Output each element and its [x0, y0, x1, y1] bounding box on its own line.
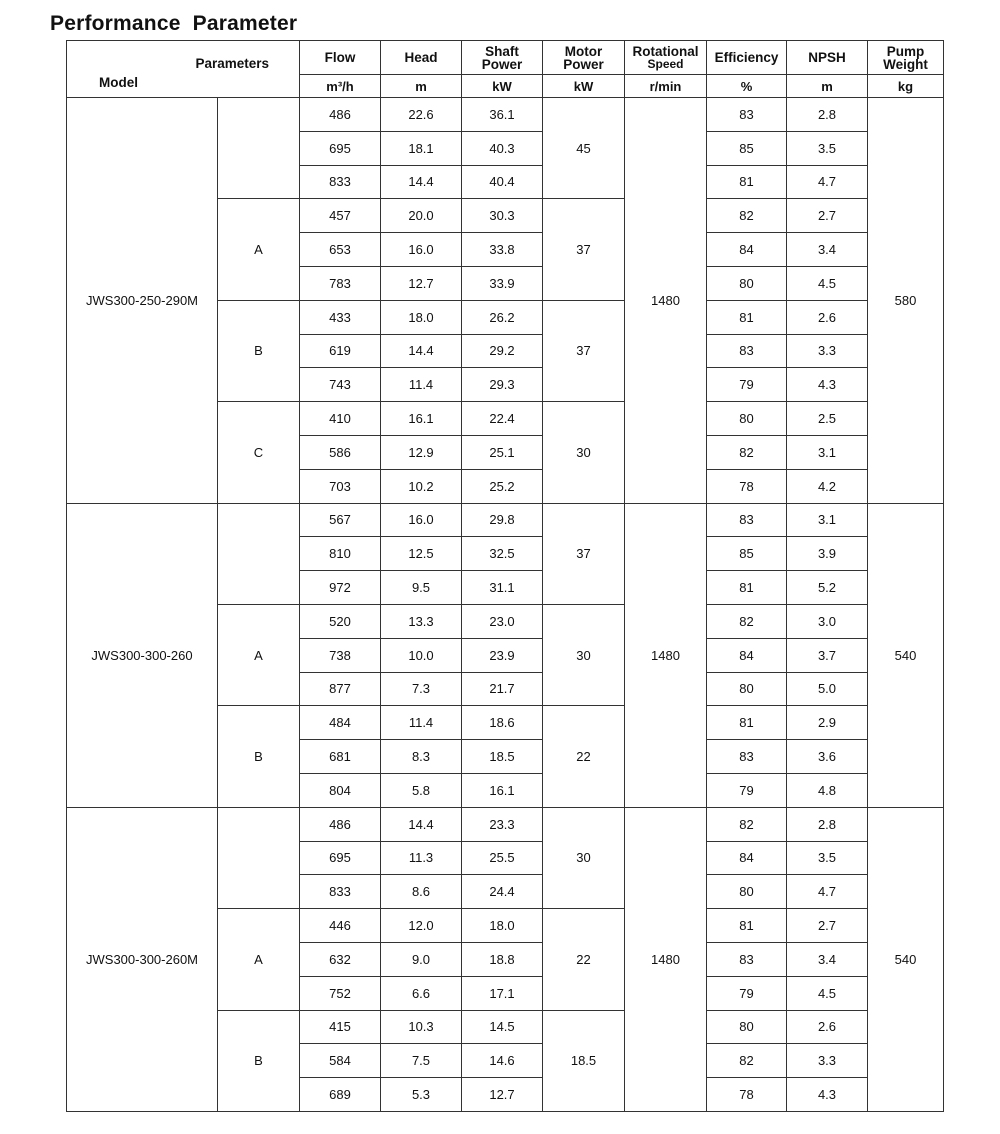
head-cell: 6.6	[381, 976, 462, 1010]
shaft-power-cell: 17.1	[462, 976, 543, 1010]
header-row	[67, 41, 944, 75]
efficiency-cell: 80	[707, 672, 787, 706]
model-name-cell: JWS300-300-260M	[67, 807, 218, 1111]
flow-cell: 877	[300, 672, 381, 706]
head-cell: 12.5	[381, 537, 462, 571]
variant-label-cell: B	[218, 300, 300, 401]
model-name-cell: JWS300-300-260	[67, 503, 218, 807]
rotational-speed-cell: 1480	[625, 98, 707, 504]
column-header-pump-weight	[868, 41, 944, 75]
shaft-power-cell: 31.1	[462, 571, 543, 605]
efficiency-cell: 81	[707, 706, 787, 740]
model-label: Model	[99, 75, 138, 90]
npsh-cell: 3.1	[787, 503, 868, 537]
efficiency-cell: 83	[707, 503, 787, 537]
efficiency-cell: 84	[707, 638, 787, 672]
column-header-shaft-power	[462, 41, 543, 75]
shaft-power-cell: 22.4	[462, 402, 543, 436]
unit-shaft-power: kW	[462, 75, 543, 98]
variant-label-cell: A	[218, 604, 300, 705]
shaft-power-cell: 21.7	[462, 672, 543, 706]
variant-label-cell	[218, 807, 300, 908]
npsh-cell: 4.3	[787, 1078, 868, 1112]
flow-cell: 520	[300, 604, 381, 638]
column-header-flow	[300, 41, 381, 75]
head-cell: 5.8	[381, 773, 462, 807]
unit-npsh: m	[787, 75, 868, 98]
npsh-cell: 2.5	[787, 402, 868, 436]
efficiency-cell: 82	[707, 807, 787, 841]
head-cell: 10.2	[381, 469, 462, 503]
shaft-power-cell: 25.1	[462, 435, 543, 469]
efficiency-cell: 81	[707, 571, 787, 605]
npsh-cell: 2.8	[787, 98, 868, 132]
flow-cell: 743	[300, 368, 381, 402]
page-title: Performance Parameter	[50, 12, 298, 35]
variant-label-cell: A	[218, 199, 300, 300]
flow-cell: 695	[300, 841, 381, 875]
model-name-cell: JWS300-250-290M	[67, 98, 218, 504]
shaft-power-cell: 14.5	[462, 1010, 543, 1044]
flow-cell: 415	[300, 1010, 381, 1044]
column-header-npsh-line: NPSH	[808, 50, 846, 65]
efficiency-cell: 81	[707, 165, 787, 199]
pump-weight-cell: 540	[868, 807, 944, 1111]
head-cell: 9.0	[381, 942, 462, 976]
shaft-power-cell: 29.8	[462, 503, 543, 537]
npsh-cell: 2.9	[787, 706, 868, 740]
head-cell: 10.0	[381, 638, 462, 672]
npsh-cell: 4.2	[787, 469, 868, 503]
unit-head: m	[381, 75, 462, 98]
flow-cell: 804	[300, 773, 381, 807]
flow-cell: 703	[300, 469, 381, 503]
efficiency-cell: 80	[707, 1010, 787, 1044]
flow-cell: 586	[300, 435, 381, 469]
efficiency-cell: 78	[707, 469, 787, 503]
npsh-cell: 3.1	[787, 435, 868, 469]
npsh-cell: 4.7	[787, 165, 868, 199]
shaft-power-cell: 36.1	[462, 98, 543, 132]
npsh-cell: 4.3	[787, 368, 868, 402]
column-header-pump-weight-line: Weight	[883, 56, 928, 72]
head-cell: 10.3	[381, 1010, 462, 1044]
header-corner-cell	[67, 41, 300, 98]
head-cell: 14.4	[381, 807, 462, 841]
unit-pump-weight: kg	[868, 75, 944, 98]
column-header-rotational-speed-line: Rotational	[632, 43, 699, 59]
head-cell: 22.6	[381, 98, 462, 132]
head-cell: 5.3	[381, 1078, 462, 1112]
unit-efficiency: %	[707, 75, 787, 98]
flow-cell: 446	[300, 909, 381, 943]
efficiency-cell: 82	[707, 1044, 787, 1078]
flow-cell: 695	[300, 131, 381, 165]
flow-cell: 410	[300, 402, 381, 436]
table-row	[67, 503, 944, 537]
head-cell: 14.4	[381, 165, 462, 199]
table-row	[67, 807, 944, 841]
shaft-power-cell: 25.2	[462, 469, 543, 503]
column-header-rotational-speed	[625, 41, 707, 75]
flow-cell: 484	[300, 706, 381, 740]
efficiency-cell: 84	[707, 233, 787, 267]
flow-cell: 681	[300, 740, 381, 774]
shaft-power-cell: 26.2	[462, 300, 543, 334]
performance-table	[66, 40, 944, 1112]
head-cell: 16.1	[381, 402, 462, 436]
motor-power-cell: 30	[543, 402, 625, 503]
head-cell: 7.5	[381, 1044, 462, 1078]
npsh-cell: 3.9	[787, 537, 868, 571]
efficiency-cell: 78	[707, 1078, 787, 1112]
shaft-power-cell: 18.6	[462, 706, 543, 740]
shaft-power-cell: 12.7	[462, 1078, 543, 1112]
column-header-head	[381, 41, 462, 75]
npsh-cell: 4.5	[787, 976, 868, 1010]
column-header-head-line: Head	[404, 50, 438, 65]
shaft-power-cell: 33.9	[462, 266, 543, 300]
column-header-efficiency-line: Efficiency	[714, 50, 779, 65]
efficiency-cell: 80	[707, 875, 787, 909]
head-cell: 12.9	[381, 435, 462, 469]
npsh-cell: 3.0	[787, 604, 868, 638]
column-header-shaft-power-line: Shaft	[485, 43, 519, 59]
head-cell: 12.0	[381, 909, 462, 943]
flow-cell: 433	[300, 300, 381, 334]
head-cell: 13.3	[381, 604, 462, 638]
npsh-cell: 5.0	[787, 672, 868, 706]
npsh-cell: 3.3	[787, 334, 868, 368]
npsh-cell: 2.6	[787, 1010, 868, 1044]
flow-cell: 457	[300, 199, 381, 233]
motor-power-cell: 18.5	[543, 1010, 625, 1111]
npsh-cell: 2.8	[787, 807, 868, 841]
npsh-cell: 3.6	[787, 740, 868, 774]
variant-label-cell: C	[218, 402, 300, 503]
flow-cell: 486	[300, 98, 381, 132]
motor-power-cell: 37	[543, 300, 625, 401]
column-header-motor-power-line: Power	[563, 56, 604, 72]
efficiency-cell: 79	[707, 773, 787, 807]
efficiency-cell: 82	[707, 604, 787, 638]
head-cell: 11.4	[381, 368, 462, 402]
pump-weight-cell: 540	[868, 503, 944, 807]
flow-cell: 752	[300, 976, 381, 1010]
flow-cell: 632	[300, 942, 381, 976]
unit-flow: m³/h	[300, 75, 381, 98]
npsh-cell: 3.7	[787, 638, 868, 672]
column-header-pump-weight-line: Pump	[886, 43, 925, 59]
variant-label-cell	[218, 98, 300, 199]
efficiency-cell: 80	[707, 402, 787, 436]
variant-label-cell: A	[218, 909, 300, 1010]
shaft-power-cell: 23.3	[462, 807, 543, 841]
head-cell: 9.5	[381, 571, 462, 605]
motor-power-cell: 37	[543, 503, 625, 604]
column-header-shaft-power-line: Power	[481, 56, 523, 72]
npsh-cell: 2.7	[787, 199, 868, 233]
pump-weight-cell: 580	[868, 98, 944, 504]
shaft-power-cell: 40.3	[462, 131, 543, 165]
flow-cell: 567	[300, 503, 381, 537]
variant-label-cell	[218, 503, 300, 604]
shaft-power-cell: 40.4	[462, 165, 543, 199]
unit-motor-power: kW	[543, 75, 625, 98]
npsh-cell: 4.5	[787, 266, 868, 300]
parameters-label: Parameters	[195, 56, 269, 71]
motor-power-cell: 30	[543, 807, 625, 908]
shaft-power-cell: 23.9	[462, 638, 543, 672]
head-cell: 11.4	[381, 706, 462, 740]
head-cell: 12.7	[381, 266, 462, 300]
shaft-power-cell: 16.1	[462, 773, 543, 807]
shaft-power-cell: 18.0	[462, 909, 543, 943]
npsh-cell: 2.7	[787, 909, 868, 943]
flow-cell: 653	[300, 233, 381, 267]
npsh-cell: 3.5	[787, 841, 868, 875]
head-cell: 16.0	[381, 233, 462, 267]
head-cell: 8.6	[381, 875, 462, 909]
head-cell: 18.0	[381, 300, 462, 334]
column-header-efficiency	[707, 41, 787, 75]
head-cell: 11.3	[381, 841, 462, 875]
flow-cell: 738	[300, 638, 381, 672]
efficiency-cell: 80	[707, 266, 787, 300]
flow-cell: 972	[300, 571, 381, 605]
flow-cell: 619	[300, 334, 381, 368]
shaft-power-cell: 18.8	[462, 942, 543, 976]
column-header-flow-line: Flow	[324, 50, 356, 65]
column-header-rotational-speed-line: Speed	[647, 56, 684, 71]
head-cell: 8.3	[381, 740, 462, 774]
efficiency-cell: 82	[707, 199, 787, 233]
flow-cell: 810	[300, 537, 381, 571]
efficiency-cell: 79	[707, 976, 787, 1010]
npsh-cell: 3.4	[787, 942, 868, 976]
table-body	[67, 41, 944, 1112]
table-row	[67, 98, 944, 132]
motor-power-cell: 30	[543, 604, 625, 705]
motor-power-cell: 22	[543, 706, 625, 807]
motor-power-cell: 37	[543, 199, 625, 300]
npsh-cell: 3.3	[787, 1044, 868, 1078]
head-cell: 20.0	[381, 199, 462, 233]
flow-cell: 689	[300, 1078, 381, 1112]
flow-cell: 833	[300, 875, 381, 909]
rotational-speed-cell: 1480	[625, 503, 707, 807]
npsh-cell: 5.2	[787, 571, 868, 605]
npsh-cell: 3.5	[787, 131, 868, 165]
efficiency-cell: 83	[707, 740, 787, 774]
efficiency-cell: 83	[707, 334, 787, 368]
flow-cell: 783	[300, 266, 381, 300]
motor-power-cell: 45	[543, 98, 625, 199]
efficiency-cell: 79	[707, 368, 787, 402]
shaft-power-cell: 32.5	[462, 537, 543, 571]
rotational-speed-cell: 1480	[625, 807, 707, 1111]
efficiency-cell: 83	[707, 98, 787, 132]
npsh-cell: 4.8	[787, 773, 868, 807]
npsh-cell: 4.7	[787, 875, 868, 909]
head-cell: 16.0	[381, 503, 462, 537]
head-cell: 18.1	[381, 131, 462, 165]
npsh-cell: 2.6	[787, 300, 868, 334]
shaft-power-cell: 30.3	[462, 199, 543, 233]
efficiency-cell: 81	[707, 300, 787, 334]
efficiency-cell: 82	[707, 435, 787, 469]
shaft-power-cell: 14.6	[462, 1044, 543, 1078]
flow-cell: 486	[300, 807, 381, 841]
efficiency-cell: 85	[707, 131, 787, 165]
efficiency-cell: 81	[707, 909, 787, 943]
column-header-motor-power-line: Motor	[564, 43, 603, 59]
column-header-npsh	[787, 41, 868, 75]
efficiency-cell: 85	[707, 537, 787, 571]
motor-power-cell: 22	[543, 909, 625, 1010]
shaft-power-cell: 18.5	[462, 740, 543, 774]
npsh-cell: 3.4	[787, 233, 868, 267]
flow-cell: 584	[300, 1044, 381, 1078]
variant-label-cell: B	[218, 706, 300, 807]
head-cell: 14.4	[381, 334, 462, 368]
efficiency-cell: 84	[707, 841, 787, 875]
flow-cell: 833	[300, 165, 381, 199]
shaft-power-cell: 24.4	[462, 875, 543, 909]
variant-label-cell: B	[218, 1010, 300, 1111]
shaft-power-cell: 23.0	[462, 604, 543, 638]
shaft-power-cell: 29.2	[462, 334, 543, 368]
shaft-power-cell: 25.5	[462, 841, 543, 875]
unit-rotational-speed: r/min	[625, 75, 707, 98]
head-cell: 7.3	[381, 672, 462, 706]
shaft-power-cell: 29.3	[462, 368, 543, 402]
efficiency-cell: 83	[707, 942, 787, 976]
shaft-power-cell: 33.8	[462, 233, 543, 267]
column-header-motor-power	[543, 41, 625, 75]
